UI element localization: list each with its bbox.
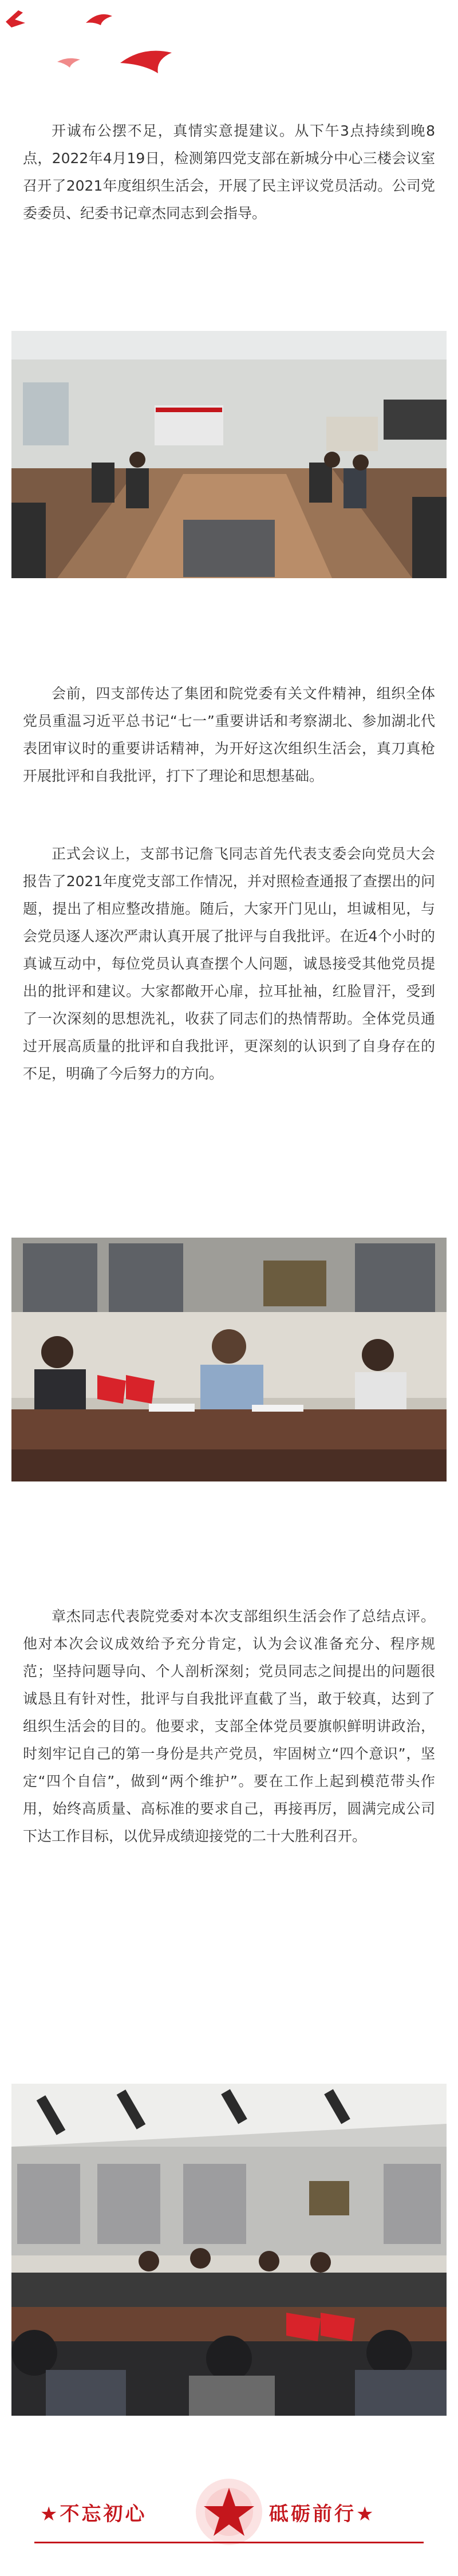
meeting-overview-photo xyxy=(11,2084,447,2416)
bird-icon xyxy=(6,10,25,27)
flying-birds-decoration xyxy=(0,0,195,92)
article-paragraph: 会前，四支部传达了集团和院党委有关文件精神，组织全体党员重温习近平总书记“七一”重要讲话和考察湖北、参加湖北代表团审议时的重要讲话精神，为开好这次组织生活会，真刀真枪开展批评和自我批评，打下了理论和思想基础。 xyxy=(23,685,435,784)
article-paragraph: 章杰同志代表院党委对本次支部组织生活会作了总结点评。他对本次会议成效给予充分肯定，认为会议准备充分、程序规范；坚持问题导向、个人剖析深刻；党员同志之间提出的问题很诚恳且有针对性，批评与自我批评直截了当，敢于较真，达到了组织生活会的目的。他要求，支部全体党员要旗帜鲜明讲政治，时刻牢记自己的第一身份是共产党员，牢固树立“四个意识”，坚定“四个自信”，做到“两个维护”。要在工作上起到模范带头作用，始终高质量、高标准的要求自己，再接再厉，圆满完成公司下达工作目标，以优异成绩迎接党的二十大胜利召开。 xyxy=(23,1608,435,1844)
bird-icon xyxy=(57,58,80,68)
meeting-attendees-photo xyxy=(11,1238,447,1481)
article-paragraph: 开诚布公摆不足，真情实意提建议。从下午3点持续到晚8点，2022年4月19日，检测第四党支部在新城分中心三楼会议室召开了2021年度组织生活会，开展了民主评议党员活动。公司党委委员、纪委书记章杰同志到会指导。 xyxy=(23,123,435,222)
sunburst-icon xyxy=(196,2479,262,2545)
divider xyxy=(34,2542,424,2543)
slogan-right: 砥砺前行★ xyxy=(269,2503,376,2526)
article-paragraph: 正式会议上，支部书记詹飞同志首先代表支委会向党员大会报告了2021年度党支部工作情况，并对照检查通报了查摆出的问题，提出了相应整改措施。随后，大家开门见山，坦诚相见，与会党员逐人逐次严肃认真开展了批评与自我批评。在近4个小时的真诚互动中，每位党员认真查摆个人问题，诚恳接受其他党员提出的批评和建议。大家都敞开心扉，拉耳扯袖，红脸冒汗，受到了一次深刻的思想洗礼，收获了同志们的热情帮助。全体党员通过开展高质量的批评和自我批评，更深刻的认识到了自身存在的不足，明确了今后努力的方向。 xyxy=(23,846,435,1082)
meeting-room-photo xyxy=(11,331,447,578)
bird-icon xyxy=(120,51,172,73)
bird-icon xyxy=(86,14,112,25)
slogan-left: ★不忘初心 xyxy=(40,2503,147,2526)
